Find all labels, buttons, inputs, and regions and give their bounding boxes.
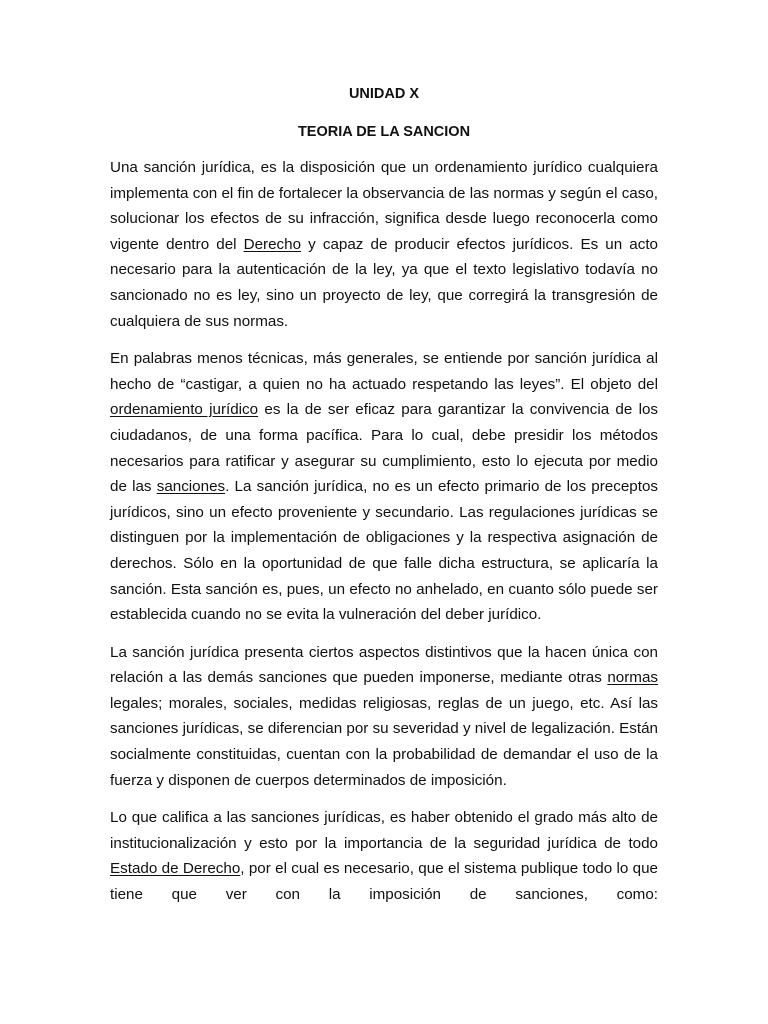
document-title: TEORIA DE LA SANCION xyxy=(297,124,471,140)
paragraph-text: En palabras menos técnicas, más generales, se entiende por sanción jurídica al hecho de “castigar, a quien no ha actuado respetando las leyes”. El objeto del xyxy=(110,350,658,393)
link-estado-de-derecho[interactable]: Estado de Derecho xyxy=(110,860,241,878)
paragraph-text: Una sanción jurídica, es la disposición que un ordenamiento jurídico cualquiera implementa con el fin de fortalecer la observancia de las normas y según el caso, solucionar los efectos de su infracción, significa desde luego reconocerla como vigente dentro del xyxy=(110,159,658,253)
paragraph-text: Lo que califica a las sanciones jurídicas, es haber obtenido el grado más alto de institucionalización y esto por la importancia de la seguridad jurídica de todo xyxy=(110,809,658,852)
unit-heading: UNIDAD X xyxy=(348,86,420,102)
paragraph-text: La sanción jurídica presenta ciertos aspectos distintivos que la hacen única con relación a las demás sanciones que pueden imponerse, mediante otras xyxy=(110,643,658,687)
link-ordenamiento-juridico[interactable]: ordenamiento jurídico xyxy=(110,401,259,419)
link-derecho[interactable]: Derecho xyxy=(243,235,302,253)
paragraph-text: es la de ser eficaz para garantizar la convivencia de los ciudadanos, de una forma pacífica. Para lo cual, debe presidir los métodos necesarios para ratificar y asegurar su cumplimiento, esto lo ejecuta por medio de las xyxy=(110,401,658,496)
paragraph-4 xyxy=(110,805,658,907)
paragraph-2 xyxy=(110,346,658,628)
document-page xyxy=(110,80,658,920)
paragraph-text: . La sanción jurídica, no es un efecto primario de los preceptos jurídicos, sino un efecto proveniente y secundario. Las regulaciones jurídicas se distinguen por la implementación de obligaciones y la respectiva asignación de derechos. Sólo en la oportunidad de que falle dicha estructura, se aplicaría la sanción. Esta sanción es, pues, un efecto no anhelado, en cuanto sólo puede ser establecida cuando no se evita la vulneración del deber jurídico. xyxy=(110,478,658,624)
link-normas[interactable]: normas xyxy=(607,669,658,687)
paragraph-text: y capaz de producir efectos jurídicos. Es un acto necesario para la autenticación de la ley, ya que el texto legislativo todavía no sancionado no es ley, sino un proyecto de ley, que corregirá la transgresión de cualquiera de sus normas. xyxy=(110,235,658,330)
link-sanciones[interactable]: sanciones xyxy=(156,478,226,496)
paragraph-1 xyxy=(110,155,658,334)
paragraph-3 xyxy=(110,640,658,794)
paragraph-text: legales; morales, sociales, medidas religiosas, reglas de un juego, etc. Así las sanciones jurídicas, se diferencian por su severidad y nivel de legalización. Están socialmente constituidas, cuentan con la probabilidad de demandar el uso de la fuerza y disponen de cuerpos determinados de imposición. xyxy=(110,694,658,789)
paragraph-text: , por el cual es necesario, que el sistema publique todo lo que tiene que ver con la imposición de sanciones, como: xyxy=(110,860,659,904)
